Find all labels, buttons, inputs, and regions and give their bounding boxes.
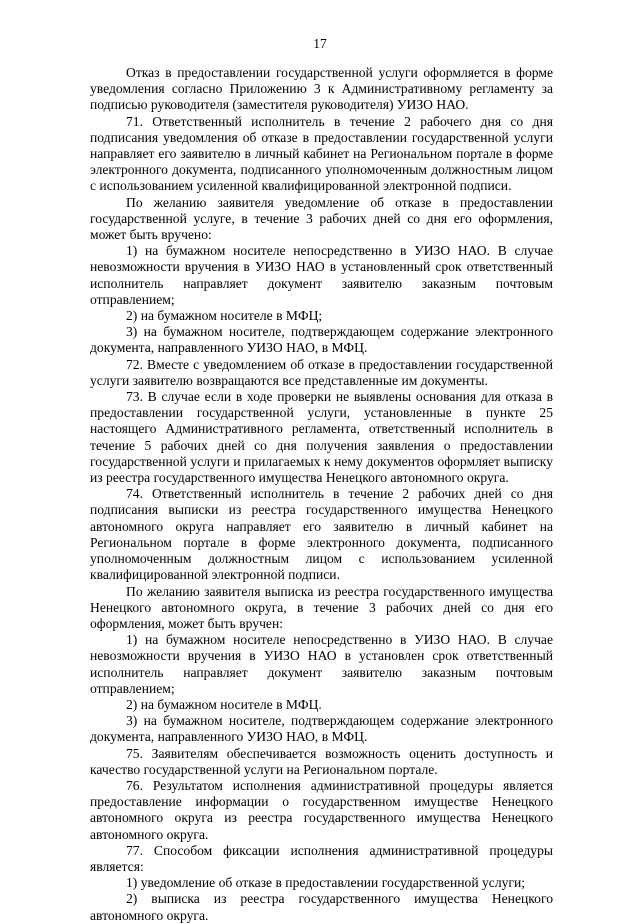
paragraph: 2) выписка из реестра государственного имущества Ненецкого автономного округа. bbox=[90, 891, 553, 923]
paragraph: 3) на бумажном носителе, подтверждающем содержание электронного документа, направленного УИЗО НАО, в МФЦ. bbox=[90, 713, 553, 745]
paragraph: 2) на бумажном носителе в МФЦ; bbox=[126, 308, 323, 324]
paragraph: По желанию заявителя выписка из реестра государственного имущества Ненецкого автономного округа, в течение 3 рабочих дней со дня его оформления, может быть вручен: bbox=[90, 583, 553, 631]
paragraph: По желанию заявителя уведомление об отказе в предоставлении государственной услуге, в течение 3 рабочих дней со дня его оформления, может быть вручено: bbox=[90, 194, 553, 243]
paragraph: 1) уведомление об отказе в предоставлении государственной услуги; bbox=[126, 875, 526, 891]
paragraph: Отказ в предоставлении государственной услуги оформляется в форме уведомления согласно Приложению 3 к Административному регламенту за подписью руководителя (заместителя руководителя) УИЗО НАО. bbox=[90, 65, 553, 113]
page-number: 17 bbox=[313, 36, 327, 51]
paragraph: 1) на бумажном носителе непосредственно в УИЗО НАО. В случае невозможности вручения в УИЗО НАО в установленный срок ответственный исполнитель направляет документ заявителю заказным почтовым отправлением; bbox=[90, 243, 553, 307]
paragraph: 74. Ответственный исполнитель в течение 2 рабочих дней со дня подписания выписки из реестра государственного имущества Ненецкого автономного округа направляет его заявителю в личный кабинет на Региональном портале в форме электронного документа, подписанного уполномоченным должностным лицом с использованием усиленной квалифицированной электронной подписи. bbox=[90, 486, 553, 583]
paragraph: 2) на бумажном носителе в МФЦ. bbox=[126, 696, 322, 712]
paragraph: 77. Способом фиксации исполнения административной процедуры является: bbox=[90, 842, 553, 874]
paragraph: 73. В случае если в ходе проверки не выявлены основания для отказа в предоставлении государственной услуги, установленные в пункте 25 настоящего Административного регламента, ответственный исполнитель в течение 5 рабочих дней со дня получения заявления о предоставлении государственной услуги и прилагаемых к нему документов оформляет выписку из реестра государственного имущества Ненецкого автономного округа. bbox=[90, 389, 553, 486]
paragraph: 71. Ответственный исполнитель в течение 2 рабочего дня со дня подписания уведомления об отказе в предоставлении государственной услуги направляет его заявителю в личный кабинет на Региональном портале в форме электронного документа, подписанного уполномоченным должностным лицом с использованием усиленной квалифицированной электронной подписи. bbox=[90, 113, 553, 194]
paragraph: 75. Заявителям обеспечивается возможность оценить доступность и качество государственной услуги на Региональном портале. bbox=[90, 745, 553, 777]
paragraph: 76. Результатом исполнения административной процедуры является предоставление информации о государственном имуществе Ненецкого автономного округа из реестра государственного имущества Ненецкого автономного округа. bbox=[90, 777, 553, 842]
document-body bbox=[90, 65, 553, 924]
paragraph: 72. Вместе с уведомлением об отказе в предоставлении государственной услуги заявителю возвращаются все представленные им документы. bbox=[90, 356, 553, 388]
paragraph: 3) на бумажном носителе, подтверждающем содержание электронного документа, направленного УИЗО НАО, в МФЦ. bbox=[90, 324, 553, 356]
paragraph: 1) на бумажном носителе непосредственно в УИЗО НАО. В случае невозможности вручения в УИЗО НАО в установлен срок ответственный исполнитель направляет документ заявителю заказным почтовым отправлением; bbox=[90, 632, 553, 696]
